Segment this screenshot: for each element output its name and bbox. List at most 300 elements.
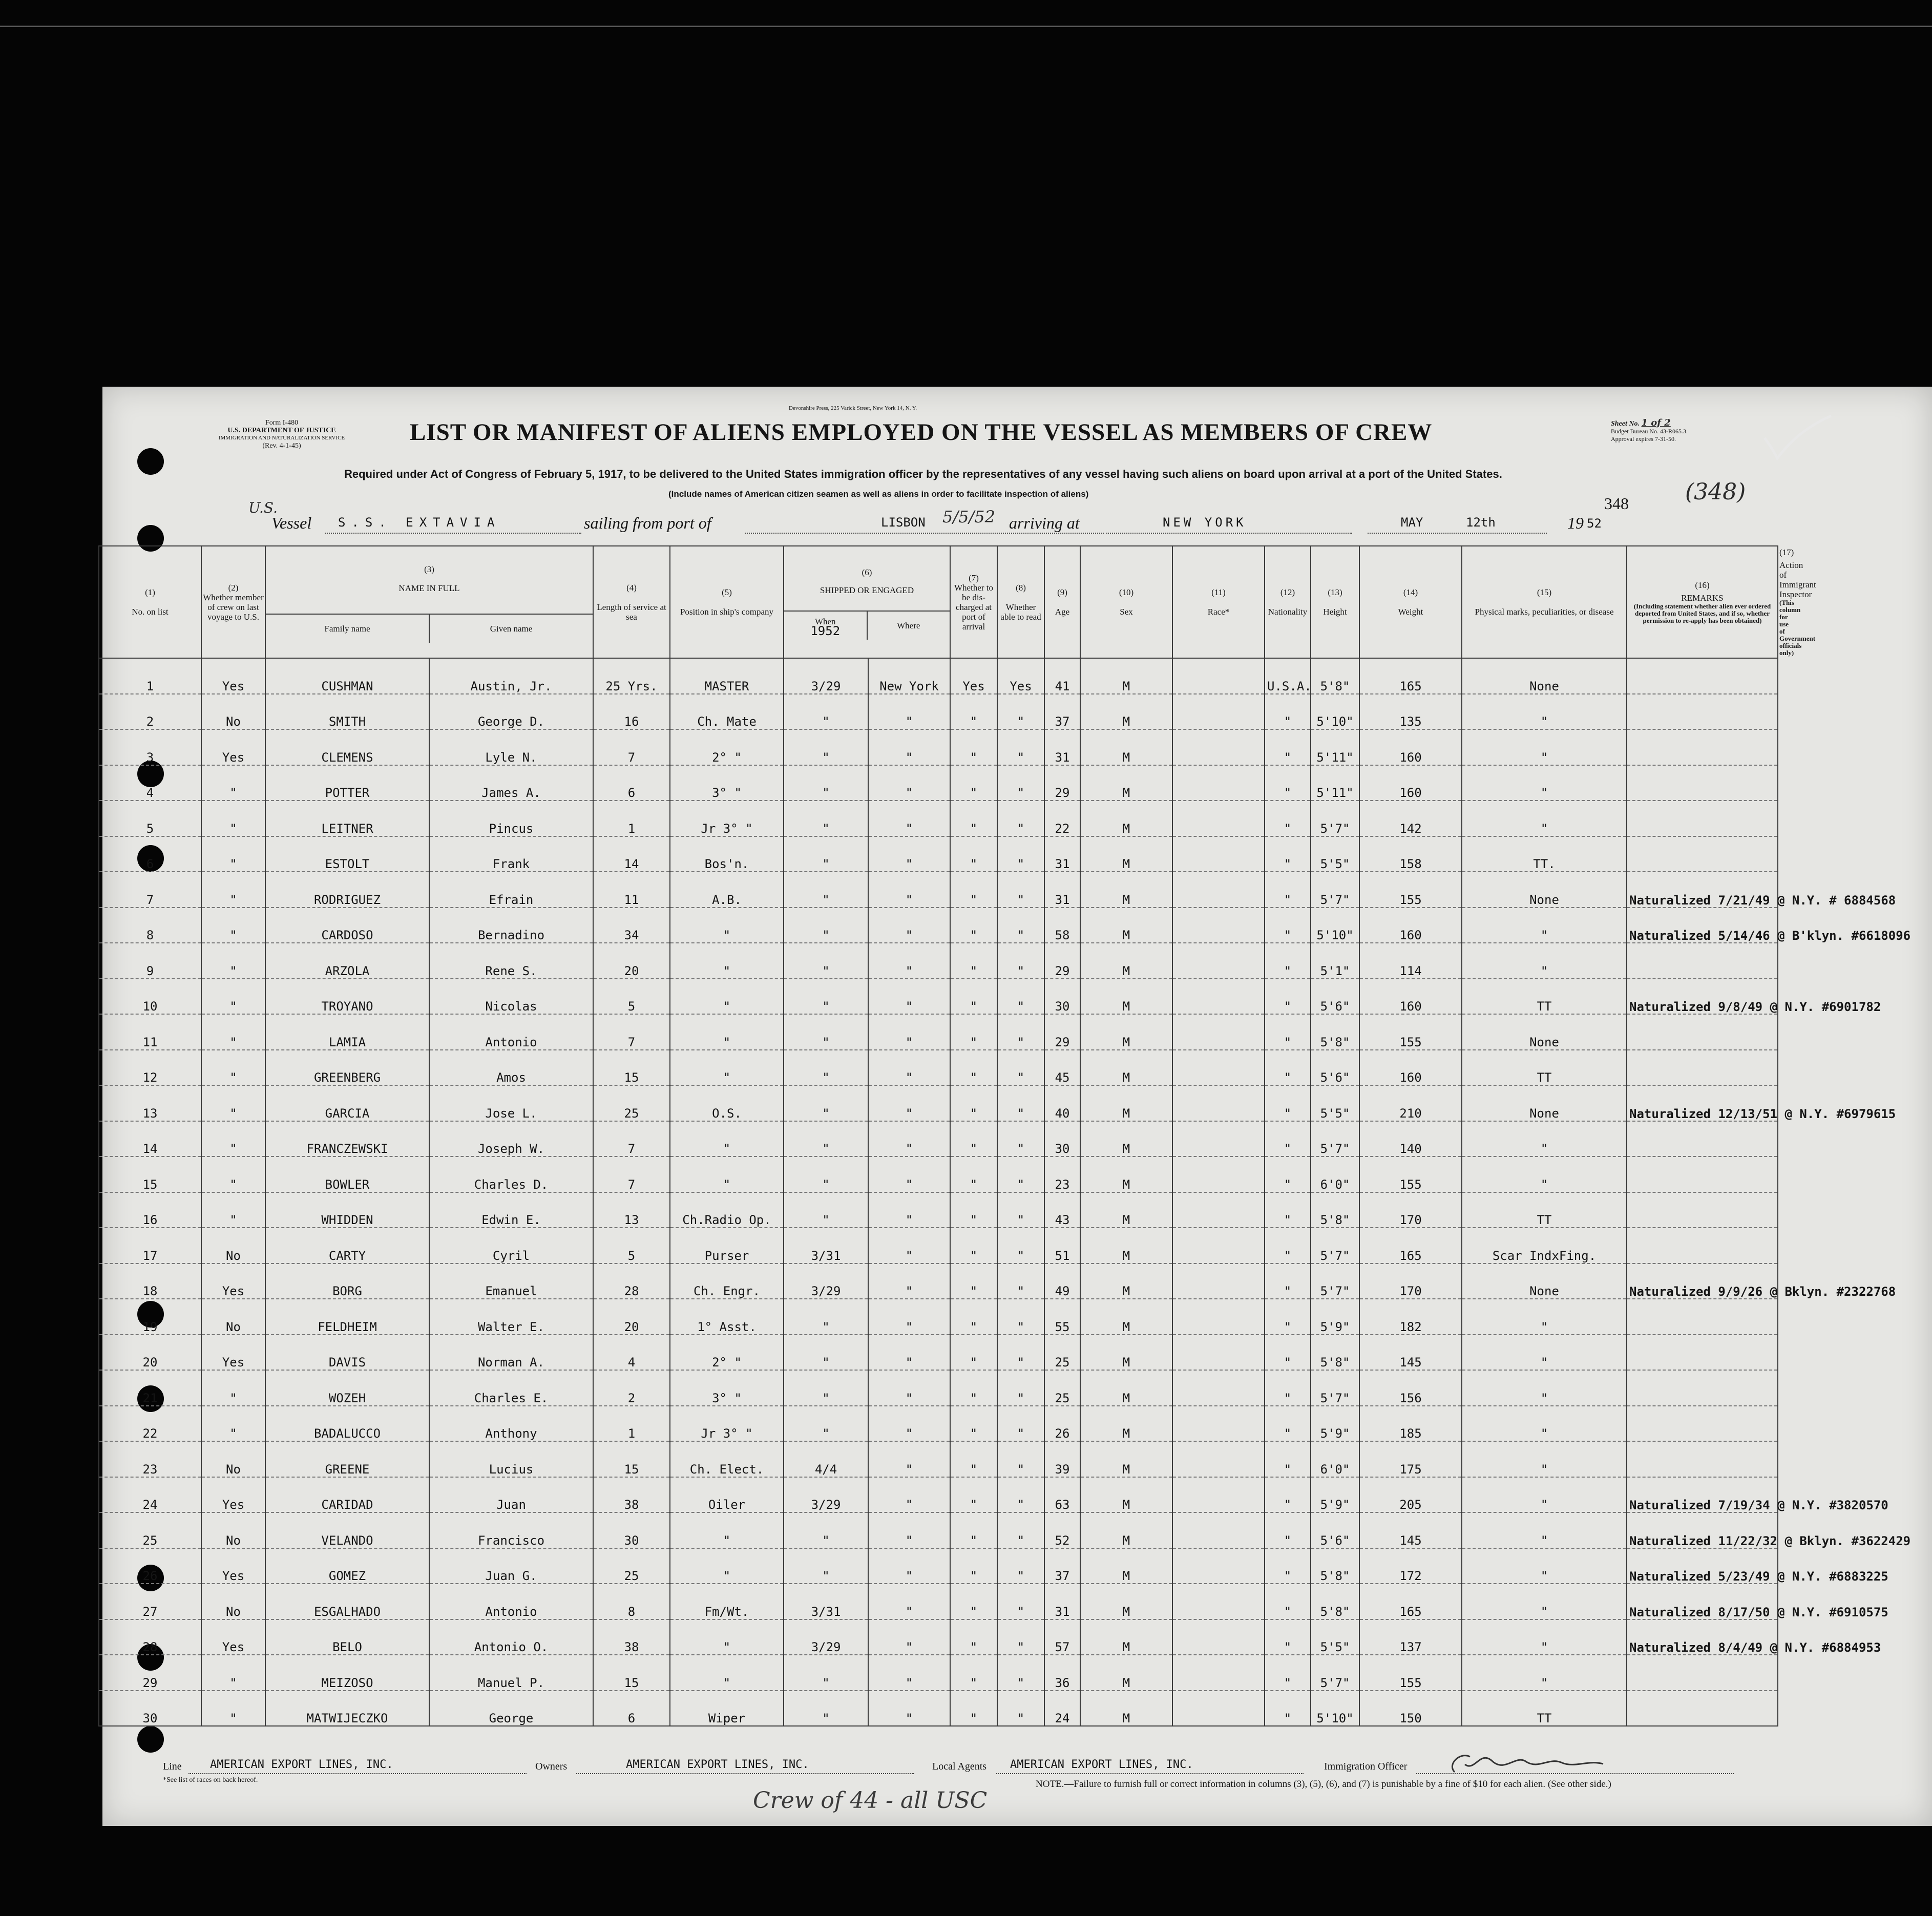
- line-label: Line: [163, 1761, 182, 1772]
- given-name-cell: Amos: [429, 1050, 593, 1086]
- physical-marks-cell: ": [1462, 1548, 1627, 1584]
- approval-expiry: Approval expires 7-31-50.: [1611, 435, 1676, 443]
- arrival-month: MAY: [1401, 515, 1423, 530]
- height-cell: 5'6": [1311, 1050, 1359, 1086]
- family-name-cell: POTTER: [265, 765, 429, 801]
- shipped-where-cell: ": [868, 908, 950, 943]
- nationality-cell: ": [1265, 1370, 1311, 1406]
- prior-voyage-cell: ": [201, 872, 265, 908]
- shipped-where-cell: ": [868, 765, 950, 801]
- remarks-cell: [1627, 1156, 1778, 1192]
- position-cell: ": [670, 1548, 784, 1584]
- table-row: [99, 1264, 1778, 1299]
- age-cell: 49: [1044, 1264, 1080, 1299]
- sex-cell: M: [1080, 1014, 1172, 1050]
- row-number-cell: 3: [99, 729, 201, 765]
- service-length-cell: 38: [593, 1477, 670, 1513]
- family-name-cell: MEIZOSO: [265, 1655, 429, 1691]
- shipped-where-cell: ": [868, 1299, 950, 1335]
- position-cell: ": [670, 1121, 784, 1157]
- table-row: [99, 1085, 1778, 1121]
- physical-marks-cell: None: [1462, 1085, 1627, 1121]
- age-cell: 58: [1044, 908, 1080, 943]
- nationality-cell: ": [1265, 1264, 1311, 1299]
- weight-cell: 170: [1359, 1264, 1462, 1299]
- nationality-cell: ": [1265, 1655, 1311, 1691]
- race-cell: [1172, 1370, 1265, 1406]
- shipped-when-cell: ": [784, 694, 868, 730]
- service-length-cell: 14: [593, 836, 670, 872]
- service-length-cell: 7: [593, 1121, 670, 1157]
- shipped-when-cell: ": [784, 1192, 868, 1228]
- position-cell: ": [670, 1050, 784, 1086]
- table-row: [99, 1121, 1778, 1157]
- discharge-cell: ": [950, 1228, 997, 1264]
- discharge-cell: ": [950, 943, 997, 979]
- given-name-cell: Walter E.: [429, 1299, 593, 1335]
- able-to-read-cell: ": [997, 1050, 1044, 1086]
- remarks-cell: [1627, 1299, 1778, 1335]
- physical-marks-cell: None: [1462, 658, 1627, 694]
- given-name-cell: Charles E.: [429, 1370, 593, 1406]
- physical-marks-cell: ": [1462, 1655, 1627, 1691]
- races-note: *See list of races on back hereof.: [163, 1776, 258, 1784]
- line-value: AMERICAN EXPORT LINES, INC.: [210, 1758, 393, 1771]
- position-cell: ": [670, 908, 784, 943]
- height-cell: 5'7": [1311, 1370, 1359, 1406]
- service-length-cell: 15: [593, 1655, 670, 1691]
- able-to-read-cell: ": [997, 1512, 1044, 1548]
- position-cell: MASTER: [670, 658, 784, 694]
- nationality-cell: ": [1265, 1406, 1311, 1442]
- height-cell: 5'5": [1311, 1085, 1359, 1121]
- when-year: 1952: [810, 624, 841, 638]
- physical-marks-cell: ": [1462, 1477, 1627, 1513]
- weight-cell: 165: [1359, 658, 1462, 694]
- position-cell: ": [670, 1655, 784, 1691]
- where-header: Where: [897, 621, 920, 630]
- shipped-when-cell: 3/29: [784, 1264, 868, 1299]
- service-length-cell: 5: [593, 1228, 670, 1264]
- given-name-header: Given name: [490, 624, 533, 634]
- physical-marks-cell: ": [1462, 1619, 1627, 1655]
- discharge-cell: ": [950, 1264, 997, 1299]
- position-cell: Purser: [670, 1228, 784, 1264]
- sex-cell: M: [1080, 836, 1172, 872]
- height-cell: 5'9": [1311, 1477, 1359, 1513]
- shipped-when-cell: ": [784, 908, 868, 943]
- sex-cell: M: [1080, 1441, 1172, 1477]
- table-row: [99, 1050, 1778, 1086]
- col15-header: (15) Physical marks, peculiarities, or disease: [1462, 546, 1627, 658]
- service-length-cell: 5: [593, 979, 670, 1015]
- prior-voyage-cell: No: [201, 1584, 265, 1619]
- discharge-cell: ": [950, 1655, 997, 1691]
- service-length-cell: 1: [593, 801, 670, 836]
- physical-marks-cell: ": [1462, 1121, 1627, 1157]
- able-to-read-cell: ": [997, 1085, 1044, 1121]
- age-cell: 40: [1044, 1085, 1080, 1121]
- physical-marks-cell: ": [1462, 1299, 1627, 1335]
- given-name-cell: James A.: [429, 765, 593, 801]
- row-number-cell: 29: [99, 1655, 201, 1691]
- family-name-cell: GREENBERG: [265, 1050, 429, 1086]
- physical-marks-cell: ": [1462, 1441, 1627, 1477]
- discharge-cell: ": [950, 1299, 997, 1335]
- age-cell: 31: [1044, 872, 1080, 908]
- race-cell: [1172, 1406, 1265, 1442]
- prior-voyage-cell: Yes: [201, 1335, 265, 1371]
- shipped-where-cell: ": [868, 1228, 950, 1264]
- row-number-cell: 28: [99, 1619, 201, 1655]
- penalty-note: NOTE.—Failure to furnish full or correct information in columns (3), (5), (6), and (7) is punishable by a fine of $10 for each alien. (See other side.): [1036, 1779, 1611, 1789]
- row-number-cell: 27: [99, 1584, 201, 1619]
- row-number-cell: 9: [99, 943, 201, 979]
- family-name-cell: GARCIA: [265, 1085, 429, 1121]
- given-name-cell: George D.: [429, 694, 593, 730]
- sex-cell: M: [1080, 765, 1172, 801]
- row-number-cell: 19: [99, 1299, 201, 1335]
- physical-marks-cell: ": [1462, 729, 1627, 765]
- weight-cell: 165: [1359, 1228, 1462, 1264]
- weight-cell: 160: [1359, 908, 1462, 943]
- crew-rows: [99, 658, 1911, 1726]
- printer-imprint: Devonshire Press, 225 Varick Street, New York 14, N. Y.: [789, 405, 917, 411]
- shipped-where-cell: ": [868, 1477, 950, 1513]
- nationality-cell: ": [1265, 1050, 1311, 1086]
- sex-cell: M: [1080, 1477, 1172, 1513]
- able-to-read-cell: ": [997, 1335, 1044, 1371]
- given-name-cell: Antonio: [429, 1014, 593, 1050]
- age-cell: 29: [1044, 765, 1080, 801]
- race-cell: [1172, 1299, 1265, 1335]
- given-name-cell: Austin, Jr.: [429, 658, 593, 694]
- able-to-read-cell: ": [997, 908, 1044, 943]
- physical-marks-cell: ": [1462, 1335, 1627, 1371]
- position-cell: Oiler: [670, 1477, 784, 1513]
- able-to-read-cell: ": [997, 694, 1044, 730]
- shipped-where-cell: ": [868, 1085, 950, 1121]
- table-row: [99, 1619, 1778, 1655]
- able-to-read-cell: ": [997, 729, 1044, 765]
- table-row: [99, 1655, 1778, 1691]
- row-number-cell: 10: [99, 979, 201, 1015]
- physical-marks-cell: None: [1462, 872, 1627, 908]
- sex-cell: M: [1080, 943, 1172, 979]
- row-number-cell: 25: [99, 1512, 201, 1548]
- row-number-cell: 23: [99, 1441, 201, 1477]
- discharge-cell: ": [950, 1192, 997, 1228]
- shipped-when-cell: ": [784, 1370, 868, 1406]
- prior-voyage-cell: Yes: [201, 729, 265, 765]
- service-length-cell: 16: [593, 694, 670, 730]
- col1-header: (1) No. on list: [99, 546, 201, 658]
- discharge-cell: ": [950, 836, 997, 872]
- row-number-cell: 15: [99, 1156, 201, 1192]
- table-row: [99, 694, 1778, 730]
- able-to-read-cell: ": [997, 1264, 1044, 1299]
- row-number-cell: 30: [99, 1691, 201, 1726]
- row-number-cell: 18: [99, 1264, 201, 1299]
- weight-cell: 160: [1359, 1050, 1462, 1086]
- row-number-cell: 11: [99, 1014, 201, 1050]
- prior-voyage-cell: ": [201, 1406, 265, 1442]
- weight-cell: 210: [1359, 1085, 1462, 1121]
- physical-marks-cell: ": [1462, 801, 1627, 836]
- discharge-cell: ": [950, 1406, 997, 1442]
- position-cell: ": [670, 943, 784, 979]
- height-cell: 5'8": [1311, 1584, 1359, 1619]
- table-row: [99, 1192, 1778, 1228]
- shipped-when-cell: 4/4: [784, 1441, 868, 1477]
- height-cell: 5'10": [1311, 1691, 1359, 1726]
- remarks-cell: [1627, 1691, 1778, 1726]
- row-number-cell: 21: [99, 1370, 201, 1406]
- given-name-cell: George: [429, 1691, 593, 1726]
- discharge-cell: ": [950, 1370, 997, 1406]
- family-name-cell: TROYANO: [265, 979, 429, 1015]
- sex-cell: M: [1080, 1121, 1172, 1157]
- race-cell: [1172, 1192, 1265, 1228]
- race-cell: [1172, 1050, 1265, 1086]
- position-cell: Bos'n.: [670, 836, 784, 872]
- shipped-when-cell: 3/31: [784, 1584, 868, 1619]
- discharge-cell: ": [950, 694, 997, 730]
- race-cell: [1172, 729, 1265, 765]
- able-to-read-cell: Yes: [997, 658, 1044, 694]
- remarks-cell: Naturalized 5/23/49 @ N.Y. #6883225: [1627, 1548, 1778, 1584]
- age-cell: 25: [1044, 1370, 1080, 1406]
- given-name-cell: Edwin E.: [429, 1192, 593, 1228]
- row-number-cell: 16: [99, 1192, 201, 1228]
- table-row: [99, 1014, 1778, 1050]
- discharge-cell: ": [950, 1441, 997, 1477]
- discharge-cell: ": [950, 765, 997, 801]
- weight-cell: 135: [1359, 694, 1462, 730]
- shipped-where-cell: ": [868, 943, 950, 979]
- col5-header: (5) Position in ship's company: [670, 546, 784, 658]
- prior-voyage-cell: ": [201, 1121, 265, 1157]
- row-number-cell: 8: [99, 908, 201, 943]
- physical-marks-cell: ": [1462, 908, 1627, 943]
- age-cell: 63: [1044, 1477, 1080, 1513]
- family-name-header: Family name: [266, 615, 430, 643]
- age-cell: 25: [1044, 1335, 1080, 1371]
- height-cell: 5'7": [1311, 1121, 1359, 1157]
- shipped-where-cell: ": [868, 1050, 950, 1086]
- service-length-cell: 15: [593, 1441, 670, 1477]
- discharge-cell: ": [950, 1691, 997, 1726]
- physical-marks-cell: TT: [1462, 979, 1627, 1015]
- prior-voyage-cell: Yes: [201, 1548, 265, 1584]
- given-name-cell: Pincus: [429, 801, 593, 836]
- shipped-when-cell: ": [784, 1512, 868, 1548]
- age-cell: 37: [1044, 1548, 1080, 1584]
- family-name-cell: CARDOSO: [265, 908, 429, 943]
- physical-marks-cell: None: [1462, 1264, 1627, 1299]
- department-name: U.S. DEPARTMENT OF JUSTICE: [227, 427, 336, 434]
- arriving-label: arriving at: [1009, 514, 1080, 532]
- table-row: [99, 1584, 1778, 1619]
- family-name-cell: ESGALHADO: [265, 1584, 429, 1619]
- remarks-cell: [1627, 1192, 1778, 1228]
- age-cell: 24: [1044, 1691, 1080, 1726]
- sex-cell: M: [1080, 1512, 1172, 1548]
- remarks-cell: Naturalized 5/14/46 @ B'klyn. #6618096: [1627, 908, 1778, 943]
- height-cell: 5'5": [1311, 836, 1359, 872]
- service-length-cell: 13: [593, 1192, 670, 1228]
- remarks-cell: Naturalized 9/8/49 @ N.Y. #6901782: [1627, 979, 1778, 1015]
- prior-voyage-cell: No: [201, 694, 265, 730]
- family-name-cell: CUSHMAN: [265, 658, 429, 694]
- service-length-cell: 25: [593, 1085, 670, 1121]
- col14-header: (14) Weight: [1359, 546, 1462, 658]
- discharge-cell: ": [950, 1335, 997, 1371]
- able-to-read-cell: ": [997, 1156, 1044, 1192]
- remarks-cell: [1627, 1228, 1778, 1264]
- weight-cell: 155: [1359, 872, 1462, 908]
- remarks-cell: Naturalized 12/13/51 @ N.Y. #6979615: [1627, 1085, 1778, 1121]
- race-cell: [1172, 908, 1265, 943]
- age-cell: 36: [1044, 1655, 1080, 1691]
- given-name-cell: Jose L.: [429, 1085, 593, 1121]
- height-cell: 5'8": [1311, 1192, 1359, 1228]
- weight-cell: 172: [1359, 1548, 1462, 1584]
- race-cell: [1172, 1014, 1265, 1050]
- weight-cell: 145: [1359, 1512, 1462, 1548]
- position-cell: 3° ": [670, 765, 784, 801]
- scan-top-edge: [0, 26, 1932, 27]
- age-cell: 37: [1044, 694, 1080, 730]
- remarks-cell: [1627, 801, 1778, 836]
- age-cell: 31: [1044, 1584, 1080, 1619]
- shipped-when-cell: ": [784, 1085, 868, 1121]
- race-cell: [1172, 836, 1265, 872]
- discharge-cell: ": [950, 1584, 997, 1619]
- discharge-cell: ": [950, 1121, 997, 1157]
- remarks-cell: Naturalized 8/4/49 @ N.Y. #6884953: [1627, 1619, 1778, 1655]
- race-cell: [1172, 1335, 1265, 1371]
- remarks-cell: [1627, 1014, 1778, 1050]
- weight-cell: 156: [1359, 1370, 1462, 1406]
- shipped-where-cell: ": [868, 1548, 950, 1584]
- family-name-cell: LAMIA: [265, 1014, 429, 1050]
- shipped-where-cell: ": [868, 729, 950, 765]
- row-number-cell: 7: [99, 872, 201, 908]
- weight-cell: 160: [1359, 729, 1462, 765]
- col4-header: (4) Length of service at sea: [593, 546, 670, 658]
- nationality-cell: ": [1265, 1548, 1311, 1584]
- nationality-cell: ": [1265, 1441, 1311, 1477]
- service-name: IMMIGRATION AND NATURALIZATION SERVICE: [218, 435, 345, 441]
- sex-cell: M: [1080, 1156, 1172, 1192]
- table-row: [99, 979, 1778, 1015]
- weight-cell: 137: [1359, 1619, 1462, 1655]
- given-name-cell: Manuel P.: [429, 1655, 593, 1691]
- service-length-cell: 8: [593, 1584, 670, 1619]
- given-name-cell: Nicolas: [429, 979, 593, 1015]
- position-cell: Ch. Engr.: [670, 1264, 784, 1299]
- prior-voyage-cell: ": [201, 1192, 265, 1228]
- family-name-cell: BADALUCCO: [265, 1406, 429, 1442]
- weight-cell: 205: [1359, 1477, 1462, 1513]
- position-cell: O.S.: [670, 1085, 784, 1121]
- remarks-cell: [1627, 694, 1778, 730]
- able-to-read-cell: ": [997, 1655, 1044, 1691]
- family-name-cell: WHIDDEN: [265, 1192, 429, 1228]
- age-cell: 23: [1044, 1156, 1080, 1192]
- position-cell: 1° Asst.: [670, 1299, 784, 1335]
- service-length-cell: 11: [593, 872, 670, 908]
- prior-voyage-cell: ": [201, 1014, 265, 1050]
- row-number-cell: 24: [99, 1477, 201, 1513]
- physical-marks-cell: ": [1462, 943, 1627, 979]
- able-to-read-cell: ": [997, 1619, 1044, 1655]
- shipped-where-cell: New York: [868, 658, 950, 694]
- physical-marks-cell: ": [1462, 765, 1627, 801]
- service-length-cell: 34: [593, 908, 670, 943]
- age-cell: 45: [1044, 1050, 1080, 1086]
- weight-cell: 145: [1359, 1335, 1462, 1371]
- given-name-cell: Charles D.: [429, 1156, 593, 1192]
- age-cell: 57: [1044, 1619, 1080, 1655]
- prior-voyage-cell: ": [201, 1085, 265, 1121]
- row-number-cell: 5: [99, 801, 201, 836]
- age-cell: 41: [1044, 658, 1080, 694]
- family-name-cell: BOWLER: [265, 1156, 429, 1192]
- stamp-number: 348: [1604, 494, 1629, 513]
- prior-voyage-cell: ": [201, 801, 265, 836]
- race-cell: [1172, 1264, 1265, 1299]
- weight-cell: 160: [1359, 979, 1462, 1015]
- remarks-cell: Naturalized 8/17/50 @ N.Y. #6910575: [1627, 1584, 1778, 1619]
- owners-value: AMERICAN EXPORT LINES, INC.: [626, 1758, 809, 1771]
- position-cell: Wiper: [670, 1691, 784, 1726]
- race-cell: [1172, 872, 1265, 908]
- shipped-where-cell: ": [868, 1655, 950, 1691]
- table-row: [99, 1228, 1778, 1264]
- age-cell: 30: [1044, 1121, 1080, 1157]
- discharge-cell: ": [950, 1548, 997, 1584]
- race-cell: [1172, 658, 1265, 694]
- table-row: [99, 1441, 1778, 1477]
- race-cell: [1172, 1691, 1265, 1726]
- nationality-cell: ": [1265, 1477, 1311, 1513]
- shipped-where-cell: ": [868, 1406, 950, 1442]
- shipped-when-cell: ": [784, 1655, 868, 1691]
- able-to-read-cell: ": [997, 1406, 1044, 1442]
- when-header: When 1952: [784, 612, 868, 640]
- able-to-read-cell: ": [997, 943, 1044, 979]
- weight-cell: 150: [1359, 1691, 1462, 1726]
- nationality-cell: ": [1265, 765, 1311, 801]
- row-number-cell: 17: [99, 1228, 201, 1264]
- weight-cell: 158: [1359, 836, 1462, 872]
- family-name-cell: DAVIS: [265, 1335, 429, 1371]
- age-cell: 51: [1044, 1228, 1080, 1264]
- weight-cell: 182: [1359, 1299, 1462, 1335]
- family-name-cell: LEITNER: [265, 801, 429, 836]
- height-cell: 5'10": [1311, 694, 1359, 730]
- able-to-read-cell: ": [997, 1014, 1044, 1050]
- sex-cell: M: [1080, 1406, 1172, 1442]
- form-identity: [210, 419, 353, 450]
- table-row: [99, 872, 1778, 908]
- race-cell: [1172, 943, 1265, 979]
- shipped-when-cell: ": [784, 801, 868, 836]
- col10-header: (10) Sex: [1080, 546, 1172, 658]
- given-name-cell: Bernadino: [429, 908, 593, 943]
